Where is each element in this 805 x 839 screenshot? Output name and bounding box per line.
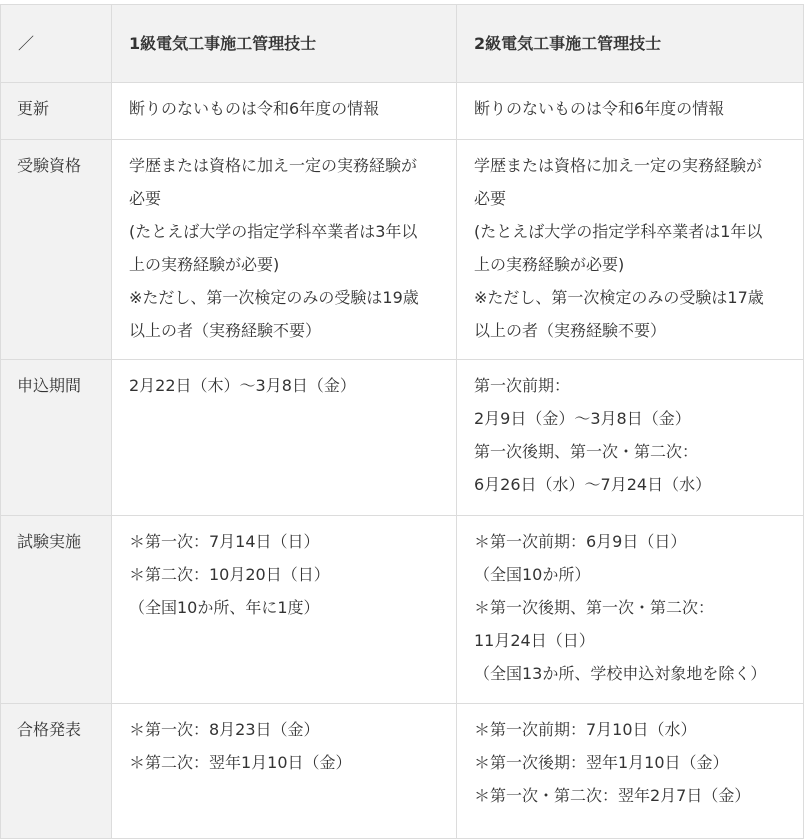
qualification-level1-cell — [112, 140, 457, 360]
row-label-update: 更新 — [1, 83, 112, 140]
cell-text-line: ＊第一次前期：7月10日（水） — [474, 720, 697, 739]
application-level1-cell — [112, 360, 457, 516]
cell-text-line: 第一次後期、第一次・第二次： — [474, 442, 699, 461]
cell-text-line: 断りのないものは令和6年度の情報 — [474, 99, 725, 118]
cell-text-line: ＊第一次前期：6月9日（日） — [474, 532, 687, 551]
header-corner-cell: ／ — [1, 5, 112, 83]
table-row-update — [1, 83, 804, 140]
cell-text-line: 6月26日（水）～7月24日（水） — [474, 475, 712, 494]
cell-text-line: 以上の者（実務経験不要） — [474, 321, 667, 340]
table-row-qualification — [1, 140, 804, 360]
cell-text-line: 以上の者（実務経験不要） — [129, 321, 322, 340]
table-row-exam-schedule — [1, 516, 804, 704]
cell-text-line: (たとえば大学の指定学科卒業者は3年以 — [129, 222, 418, 241]
cell-text-line: ＊第一次後期：翌年1月10日（金） — [474, 753, 729, 772]
cell-text-line: ＊第二次：翌年1月10日（金） — [129, 753, 352, 772]
result-level2-cell — [457, 704, 804, 839]
cell-text-line: ※ただし、第一次検定のみの受験は19歳 — [129, 288, 419, 307]
cell-text-line: 2月9日（金）～3月8日（金） — [474, 409, 691, 428]
exam-level1-cell — [112, 516, 457, 704]
row-label-qualification: 受験資格 — [1, 140, 112, 360]
cell-text-line: （全国10か所、年に1度） — [129, 598, 320, 617]
cell-text-line: 11月24日（日） — [474, 631, 595, 650]
table-row-result-announcement — [1, 704, 804, 839]
cell-text-line: 第一次前期： — [474, 376, 571, 395]
cell-text-line: 学歴または資格に加え一定の実務経験が — [129, 156, 418, 175]
cell-text-line: （全国10か所） — [474, 565, 591, 584]
header-level1-title: 1級電気工事施工管理技士 — [112, 5, 457, 83]
row-label-exam-schedule: 試験実施 — [1, 516, 112, 704]
cell-text-line: 学歴または資格に加え一定の実務経験が — [474, 156, 763, 175]
cell-text-line: （全国13か所、学校申込対象地を除く） — [474, 664, 767, 683]
cell-text-line: (たとえば大学の指定学科卒業者は1年以 — [474, 222, 763, 241]
row-label-application-period: 申込期間 — [1, 360, 112, 516]
comparison-table — [0, 4, 804, 839]
cell-text-line: ＊第一次：7月14日（日） — [129, 532, 320, 551]
cell-text-line: ※ただし、第一次検定のみの受験は17歳 — [474, 288, 764, 307]
cell-text-line: 必要 — [129, 189, 162, 208]
update-level2-cell — [457, 83, 804, 140]
update-level1-cell — [112, 83, 457, 140]
application-level2-cell — [457, 360, 804, 516]
cell-text-line: 断りのないものは令和6年度の情報 — [129, 99, 380, 118]
header-level2-title: 2級電気工事施工管理技士 — [457, 5, 804, 83]
cell-text-line: ＊第一次：8月23日（金） — [129, 720, 320, 739]
qualification-level2-cell — [457, 140, 804, 360]
cell-text-line: ＊第一次後期、第一次・第二次： — [474, 598, 715, 617]
table-header-row — [1, 5, 804, 83]
exam-level2-cell — [457, 516, 804, 704]
row-label-result-announcement: 合格発表 — [1, 704, 112, 839]
cell-text-line: 上の実務経験が必要) — [474, 255, 625, 274]
cell-text-line: 上の実務経験が必要) — [129, 255, 280, 274]
cell-text-line: ＊第一次・第二次：翌年2月7日（金） — [474, 786, 751, 805]
cell-text-line: ＊第二次：10月20日（日） — [129, 565, 330, 584]
cell-text-line: 必要 — [474, 189, 507, 208]
table-row-application-period — [1, 360, 804, 516]
cell-text-line: 2月22日（木）～3月8日（金） — [129, 376, 356, 395]
result-level1-cell — [112, 704, 457, 839]
